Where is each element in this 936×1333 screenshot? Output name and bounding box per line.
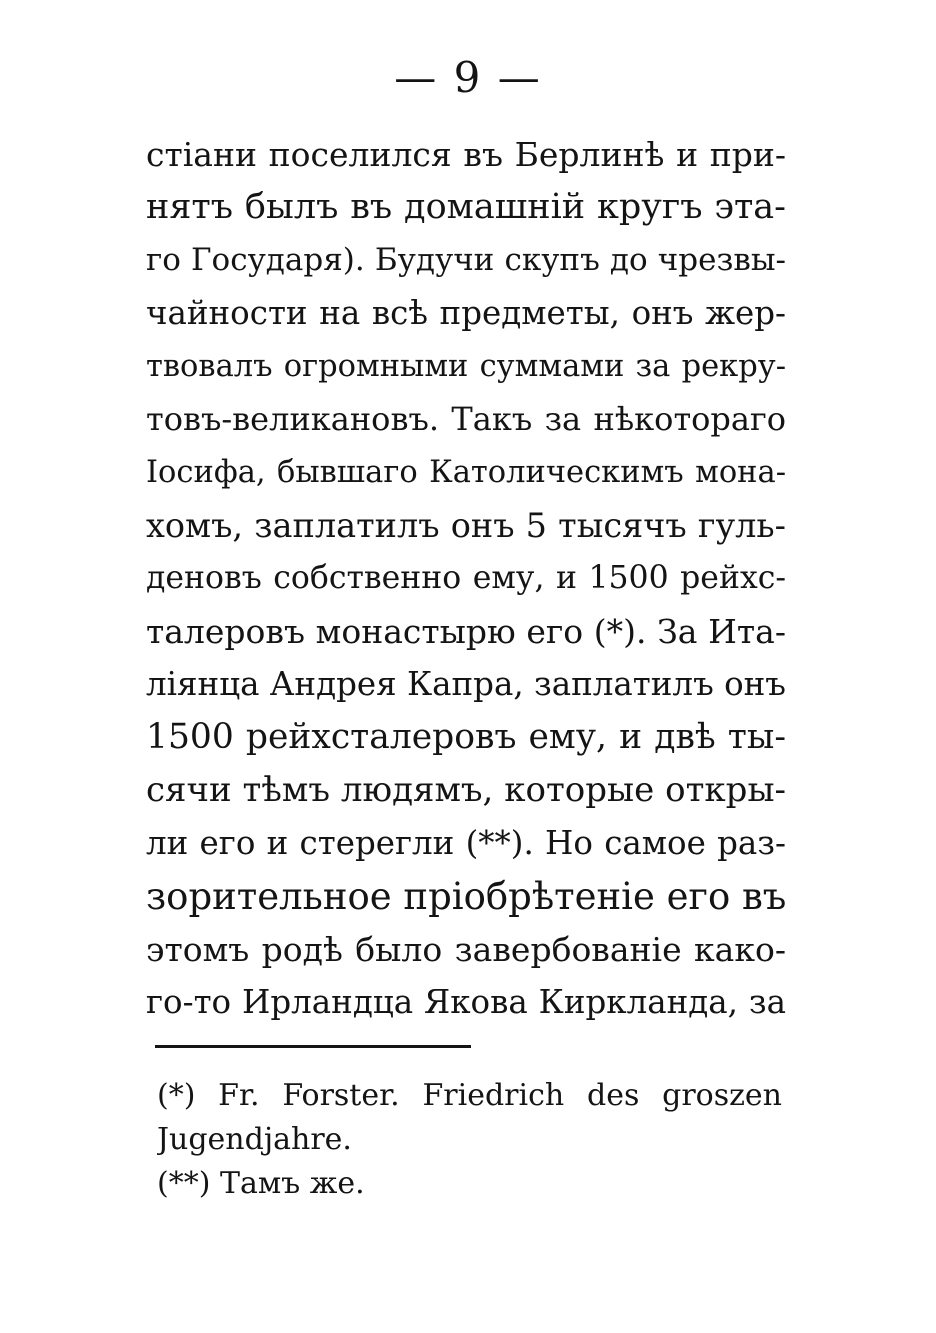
text-line: Іосифа, бывшаго Католическимъ мона- [146, 455, 786, 490]
text-line: твовалъ огромными суммами за рекру- [146, 349, 786, 384]
body-text [146, 128, 786, 1029]
text-line: ліянца Андрея Капра, заплатилъ онъ [146, 665, 786, 703]
text-line: товъ-великановъ. Такъ за нѣкотораго [146, 400, 786, 438]
text-line: го Государя). Будучи скупъ до чрезвы- [146, 242, 786, 278]
text-line: чайности на всѣ предметы, онъ жер- [146, 294, 786, 332]
footnote-divider [155, 1045, 471, 1048]
footnote-1: (*) Fr. Forster. Friedrich des groszen [157, 1078, 782, 1113]
footnotes [157, 1074, 782, 1206]
footnote-1-continuation: Jugendjahre. [157, 1122, 352, 1157]
text-line: деновъ собственно ему, и 1500 рейхс- [146, 560, 786, 596]
text-line: го-то Ирландца Якова Киркланда, за [146, 983, 786, 1021]
page-number: — 9 — [394, 53, 542, 102]
text-line: нятъ былъ въ домашній кругъ эта- [146, 187, 786, 227]
text-line: сячи тѣмъ людямъ, которые откры- [146, 770, 786, 810]
footnote-2: (**) Тамъ же. [157, 1166, 365, 1201]
text-line: 1500 рейхсталеровъ ему, и двѣ ты- [146, 717, 786, 757]
text-line: этомъ родѣ было завербованіе како- [146, 930, 786, 969]
text-line: талеровъ монастырю его (*). За Ита- [146, 612, 786, 651]
text-line: стіани поселился въ Берлинѣ и при- [146, 135, 786, 174]
text-line: ли его и стерегли (**). Но самое раз- [146, 824, 786, 862]
text-line: хомъ, заплатилъ онъ 5 тысячъ гуль- [146, 506, 786, 545]
text-line: зорительное пріобрѣтеніе его въ [146, 875, 786, 918]
